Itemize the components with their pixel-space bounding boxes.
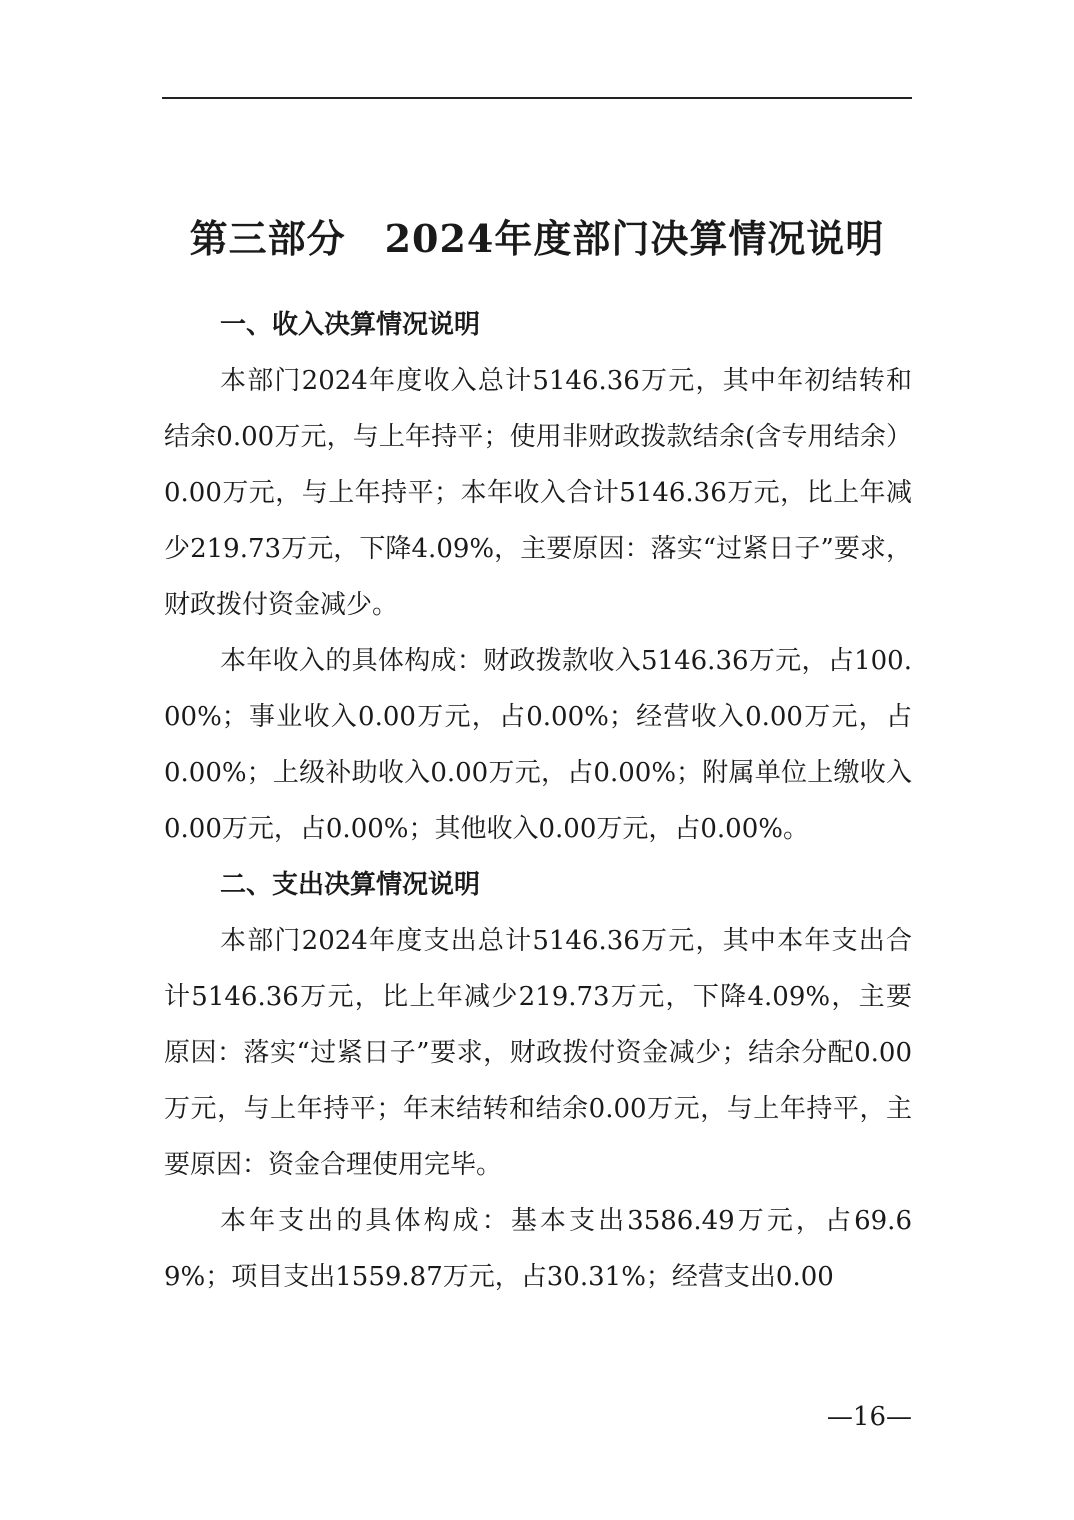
section-heading-expenditure: 二、支出决算情况说明 xyxy=(220,870,481,900)
document-body xyxy=(164,297,912,1305)
expenditure-summary-paragraph: 本部门2024年度支出总计5146.36万元，其中本年支出合计5146.36万元，比上年减少219.73万元，下降4.09%，主要原因：落实“过紧日子”要求，财政拨付资金减少；结余分配0.00万元，与上年持平；年末结转和结余0.00万元，与上年持平，主要原因：资金合理使用完毕。 xyxy=(164,926,912,1180)
income-composition-paragraph: 本年收入的具体构成：财政拨款收入5146.36万元，占100.00%；事业收入0.00万元，占0.00%；经营收入0.00万元，占0.00%；上级补助收入0.00万元，占0.00%；附属单位上缴收入0.00万元，占0.00%；其他收入0.00万元，占0.00%。 xyxy=(164,646,912,844)
section-heading-income: 一、收入决算情况说明 xyxy=(220,310,481,340)
page-title: 第三部分 2024年度部门决算情况说明 xyxy=(189,216,885,262)
expenditure-composition-paragraph: 本年支出的具体构成：基本支出3586.49万元，占69.69%；项目支出1559.87万元，占30.31%；经营支出0.00 xyxy=(164,1206,912,1292)
income-summary-paragraph: 本部门2024年度收入总计5146.36万元，其中年初结转和结余0.00万元，与上年持平；使用非财政拨款结余(含专用结余）0.00万元，与上年持平；本年收入合计5146.36万元，比上年减少219.73万元，下降4.09%，主要原因：落实“过紧日子”要求，财政拨付资金减少。 xyxy=(164,366,912,620)
header-rule xyxy=(162,97,912,99)
page-number: —16— xyxy=(826,1402,912,1432)
